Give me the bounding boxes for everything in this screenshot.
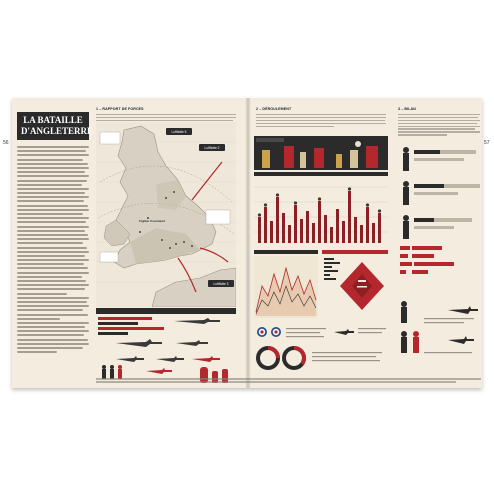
roundel-icon bbox=[257, 327, 281, 337]
fighter-command-label: Fighter Command bbox=[139, 219, 165, 223]
phases-timeline bbox=[254, 136, 388, 170]
section-1-title: 1 – RAPPORT DE FORCES bbox=[96, 107, 144, 111]
roundel-strip bbox=[254, 322, 388, 342]
soldier-icon bbox=[102, 365, 114, 379]
title-line-1: LA BATAILLE bbox=[23, 115, 83, 125]
force-comparison-header bbox=[96, 308, 236, 314]
daily-losses-header bbox=[254, 172, 388, 176]
left-page-number: 56 bbox=[3, 140, 9, 146]
section-2-title: 2 – DÉROULEMENT bbox=[256, 107, 292, 111]
daily-losses-bar-chart bbox=[254, 177, 388, 247]
right-page-number: 57 bbox=[484, 140, 490, 146]
luftflotte-2-label: Luftflotte 2 bbox=[204, 146, 220, 150]
bombs-diamond-chart bbox=[322, 256, 388, 318]
losses-ring-chart bbox=[254, 344, 388, 374]
aircraft-silhouette-chart bbox=[96, 315, 236, 385]
section-2-intro bbox=[256, 114, 386, 128]
sources-line-2 bbox=[96, 381, 456, 383]
luftflotte-5-label: Luftflotte 5 bbox=[171, 130, 187, 134]
sorties-chart-header bbox=[254, 250, 318, 254]
bombs-chart-header bbox=[322, 250, 388, 254]
page-title bbox=[17, 112, 94, 140]
intro-text-column bbox=[17, 146, 89, 355]
pilots-chart bbox=[398, 296, 482, 366]
section-3-title: 3 – BILAN bbox=[398, 107, 416, 111]
casualties-chart bbox=[398, 142, 482, 292]
luftflotte-3-label: Luftflotte 3 bbox=[213, 282, 229, 286]
sorties-line-chart bbox=[254, 256, 318, 318]
title-line-2: D'ANGLETERRE bbox=[21, 125, 94, 136]
sources-line-1 bbox=[96, 378, 481, 380]
section-3-intro bbox=[398, 114, 480, 137]
england-map bbox=[96, 122, 236, 307]
